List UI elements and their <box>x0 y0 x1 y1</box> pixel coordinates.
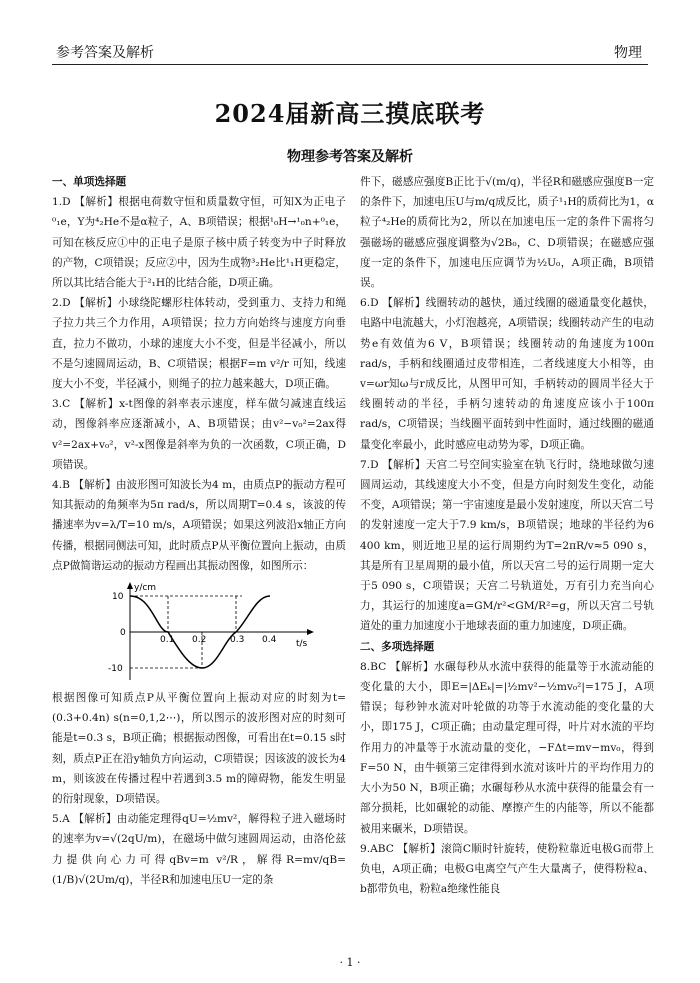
header-subject: 物理 <box>614 45 642 61</box>
answer-q5: 5.A 【解析】由动能定理得qU=½mv²，解得粒子进入磁场时的速率为v=√(2qU/m)，在磁场中做匀速圆周运动，由洛伦兹力提供向心力可得qBv=m v²/R，解得R=mv/qB=(1/B)√(2Um/q)，半径R和加速电压U一定的条 <box>52 813 346 886</box>
page-subtitle: 物理参考答案及解析 <box>287 149 413 165</box>
vibration-graph <box>102 580 322 684</box>
section-heading-multiple-choice: 二、多项选择题 <box>360 640 435 653</box>
y-axis-arrow <box>127 582 133 589</box>
y-tick-neg10: -10 <box>108 664 123 675</box>
answer-q2: 2.D 【解析】小球绕陀螺形柱体转动，受到重力、支持力和绳子拉力共三个力作用，A项错误；拉力方向始终与速度方向垂直，拉力不做功，小球的速度大小不变，但是半径减小，所以不是匀速圆周运动，B、C项错误；根据F=m v²/r 可知，线速度大小不变，半径减小，则绳子的拉力越来越大，D项正确。 <box>52 297 346 391</box>
x-tick-0.1: 0.1 <box>160 635 175 646</box>
answer-q9: 9.ABC 【解析】滚筒C顺时针旋转，使粉粒靠近电极G而带上负电，A项正确；电极G电离空气产生大量离子，使得粉粒a、b都带负电，粉粒a绝缘性能良 <box>360 842 654 896</box>
answer-q5-continued: 件下，磁感应强度B正比于√(m/q)，半径R和磁感应强度B一定的条件下，加速电压U与m/q成反比，质子¹₁H的质荷比为1，α粒子⁴₂He的质荷比为2，所以在加速电压一定的条件下需将匀强磁场的磁感应强度调整为√2B₀，C、D项错误；在磁感应强度一定的条件下，加速电压应调节为½U₀，A项正确，B项错误。 <box>360 176 655 290</box>
answer-q8: 8.BC 【解析】水碾每秒从水流中获得的能量等于水流动能的变化量的大小，即E=|ΔEₖ|=|½mv²−½mv₀²|=175 J，A项错误；每秒钟水流对叶轮做的功等于水流动能的变化量的大小，即175 J，C项正确；由动量定理可得，叶片对水流的平均作用力的冲量等于水流动量的变化，−FΔt=mv−mv₀，得到F=50 N，由牛顿第三定律得到水流对该叶片的平均作用力的大小为50 N，B项正确；水碾每秒从水流中获得的能量会有一部分损耗，比如碾轮的动能、摩擦产生的内能等，所以不能都被用来碾米，D项错误。 <box>360 660 654 835</box>
answer-q7: 7.D 【解析】天宫二号空间实验室在轨飞行时，绕地球做匀速圆周运动，其线速度大小不变，但是方向时刻发生变化，动能不变，A项错误；第一宇宙速度是最小发射速度，所以天宫二号的发射速度一定大于7.9 km/s，B项错误；地球的半径约为6 400 km，则近地卫星的运行周期约为T=2πR/v≈5 090 s，其是所有卫星周期的最小值，所以天宫二号的运行周期一定大于5 090 s，C项错误；天宫二号轨道处，万有引力充当向心力，其运行的加速度a=GM/r²<GM/R²=g，所以天宫二号轨道处的重力加速度小于地球表面的重力加速度，D项正确。 <box>360 458 654 633</box>
answer-q4: 4.B 【解析】由波形图可知波长为4 m，由质点P的振动方程可知其振动的角频率为5π rad/s，所以周期T=0.4 s，该波的传播速率为v=λ/T=10 m/s，A项错误；如果这列波沿x轴正方向传播，根据同侧法可知，此时质点P从平衡位置向上振动，由质点P做简谐运动的振动方程画出其振动图像，如图所示： <box>52 479 346 572</box>
header-rule <box>52 64 648 65</box>
page-header <box>0 0 700 62</box>
answer-q6: 6.D 【解析】线圈转动的越快，通过线圈的磁通量变化越快，电路中电流越大，小灯泡越亮，A项错误；线圈转动产生的电动势e有效值为6 V，B项错误；线圈转动的角速度为100π rad/s，手柄和线圈通过皮带相连，二者线速度大小相等，由v=ωr知ω与r成反比，从图甲可知，手柄转动的圆周半径大于线圈转动的半径，手柄匀速转动的角速度应该小于100π rad/s，C项错误；当线圈平面转到中性面时，通过线圈的磁通量变化率最小，此时感应电动势为零，D项正确。 <box>360 297 654 451</box>
answer-q3: 3.C 【解析】x-t图像的斜率表示速度，样车做匀减速直线运动，图像斜率应逐渐减小，A、B项错误；由v²−v₀²=2ax得v²=2ax+v₀²，v²-x图像是斜率为负的一次函数，C项正确，D项错误。 <box>52 398 346 471</box>
right-column <box>360 172 654 899</box>
page-number: · 1 · <box>339 956 361 969</box>
header-left: 参考答案及解析 <box>56 45 154 61</box>
page-title: 2024届新高三摸底联考 <box>214 99 486 128</box>
y-tick-10: 10 <box>112 592 124 603</box>
y-tick-0: 0 <box>120 628 126 639</box>
section-heading-single-choice: 一、单项选择题 <box>52 176 127 188</box>
x-tick-0.3: 0.3 <box>230 635 245 646</box>
answer-q1: 1.D 【解析】根据电荷数守恒和质量数守恒，可知X为正电子⁰₁e，Y为⁴₂He不是α粒子，A、B项错误；根据¹₀H→¹₀n+⁰₁e，可知在核反应①中的正电子是原子核中质子转变为中子时释放的产物，C项错误；反应②中，因为生成物³₂He比¹₁H更稳定，所以其比结合能大于²₁H的比结合能，D项正确。 <box>52 196 346 290</box>
x-tick-0.4: 0.4 <box>262 635 277 646</box>
answer-q4-continued: 根据图像可知质点P从平衡位置向上振动对应的时刻为t=(0.3+0.4n) s(n=0,1,2⋯)，所以图示的波形图对应的时刻可能是t=0.3 s，B项正确；根据振动图像，可看出在t=0.15 s时刻，质点P正在沿y轴负方向运动，C项错误；因该波的波长为4 m，则该波在传播过程中若遇到3.5 m的障碍物，能发生明显的衍射现象，D项错误。 <box>52 692 346 806</box>
y-axis-label: y/cm <box>134 583 157 594</box>
x-axis-label: t/s <box>296 639 308 650</box>
x-tick-0.2: 0.2 <box>192 635 207 646</box>
left-column <box>52 172 346 890</box>
x-axis-arrow <box>307 629 314 635</box>
